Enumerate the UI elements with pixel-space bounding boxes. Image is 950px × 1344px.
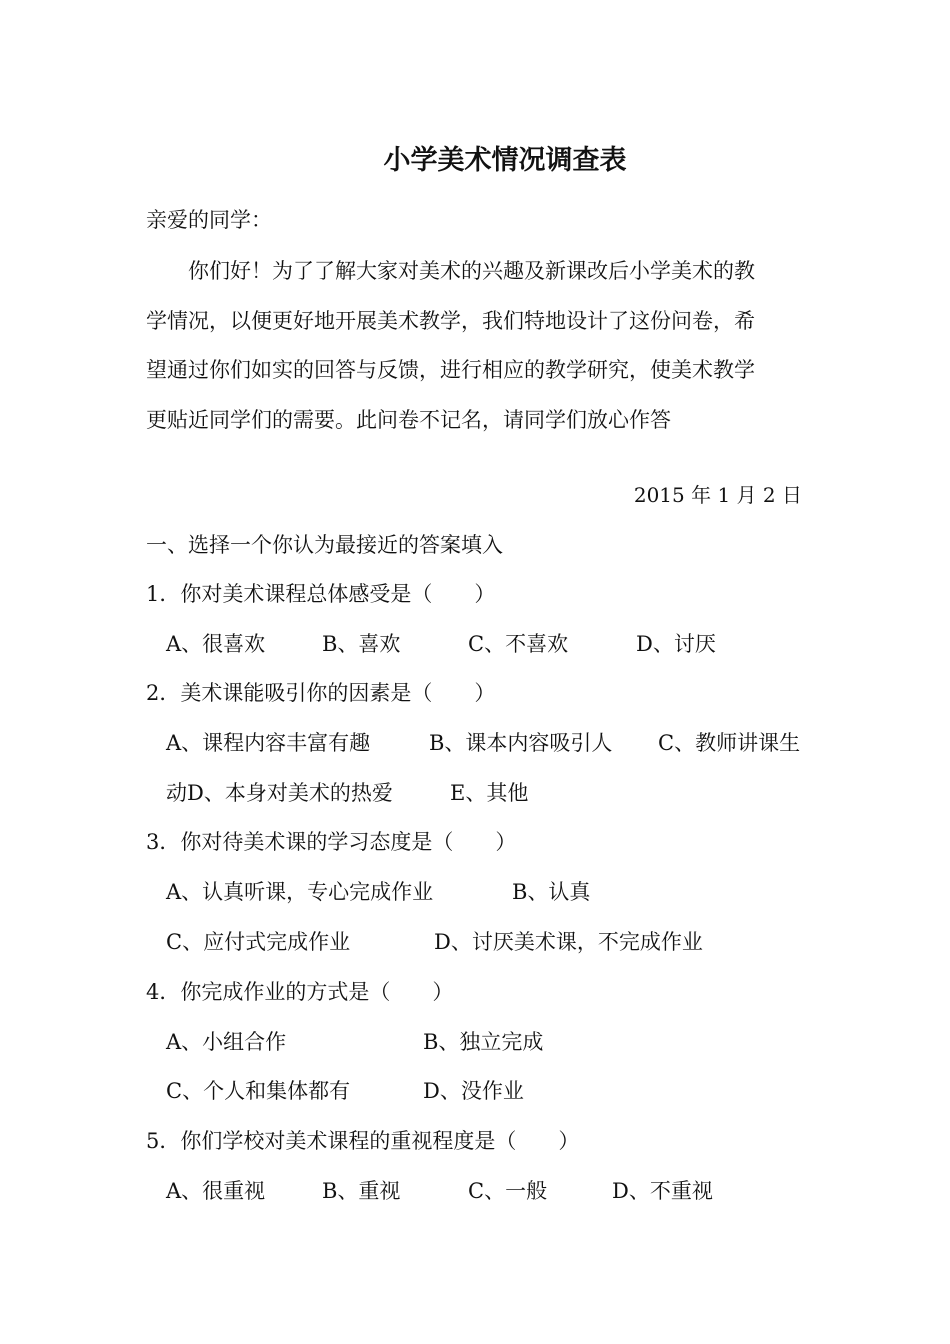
- q2-option-e[interactable]: E、其他: [450, 781, 529, 805]
- q1-option-c[interactable]: C、不喜欢: [468, 632, 569, 656]
- q3-option-d[interactable]: D、讨厌美术课，不完成作业: [434, 930, 703, 954]
- intro-line-1: 你们好！为了了解大家对美术的兴趣及新课改后小学美术的教: [188, 259, 755, 283]
- q2-option-a[interactable]: A、课程内容丰富有趣: [166, 731, 371, 755]
- question-5: 5．你们学校对美术课程的重视程度是（ ）: [146, 1129, 580, 1153]
- q2-option-b[interactable]: B、课本内容吸引人: [429, 731, 613, 755]
- q3-option-a[interactable]: A、认真听课，专心完成作业: [166, 880, 434, 904]
- q2-option-d[interactable]: 动D、本身对美术的热爱: [166, 781, 393, 805]
- intro-line-2: 学情况，以便更好地开展美术教学，我们特地设计了这份问卷，希: [146, 309, 755, 333]
- q1-option-d[interactable]: D、讨厌: [636, 632, 716, 656]
- q3-option-c[interactable]: C、应付式完成作业: [166, 930, 351, 954]
- question-2: 2．美术课能吸引你的因素是（ ）: [146, 681, 496, 705]
- question-1: 1．你对美术课程总体感受是（ ）: [146, 582, 496, 606]
- q5-option-b[interactable]: B、重视: [322, 1179, 401, 1203]
- question-3: 3．你对待美术课的学习态度是（ ）: [146, 830, 517, 854]
- q5-option-a[interactable]: A、很重视: [166, 1179, 266, 1203]
- q1-option-b[interactable]: B、喜欢: [322, 632, 401, 656]
- survey-date: 2015 年 1 月 2 日: [633, 483, 802, 507]
- q2-option-c[interactable]: C、教师讲课生: [658, 731, 801, 755]
- q4-option-a[interactable]: A、小组合作: [166, 1030, 287, 1054]
- q1-option-a[interactable]: A、很喜欢: [166, 632, 266, 656]
- q5-option-d[interactable]: D、不重视: [612, 1179, 713, 1203]
- intro-line-3: 望通过你们如实的回答与反馈，进行相应的教学研究，使美术教学: [146, 358, 755, 382]
- q4-option-c[interactable]: C、个人和集体都有: [166, 1079, 351, 1103]
- greeting: 亲爱的同学：: [146, 208, 272, 232]
- question-4: 4．你完成作业的方式是（ ）: [146, 980, 454, 1004]
- q4-option-d[interactable]: D、没作业: [423, 1079, 524, 1103]
- page-title: 小学美术情况调查表: [383, 145, 627, 176]
- intro-line-4: 更贴近同学们的需要。此问卷不记名，请同学们放心作答: [146, 408, 671, 432]
- section-heading: 一、选择一个你认为最接近的答案填入: [146, 533, 503, 557]
- q5-option-c[interactable]: C、一般: [468, 1179, 548, 1203]
- q4-option-b[interactable]: B、独立完成: [423, 1030, 544, 1054]
- q3-option-b[interactable]: B、认真: [512, 880, 591, 904]
